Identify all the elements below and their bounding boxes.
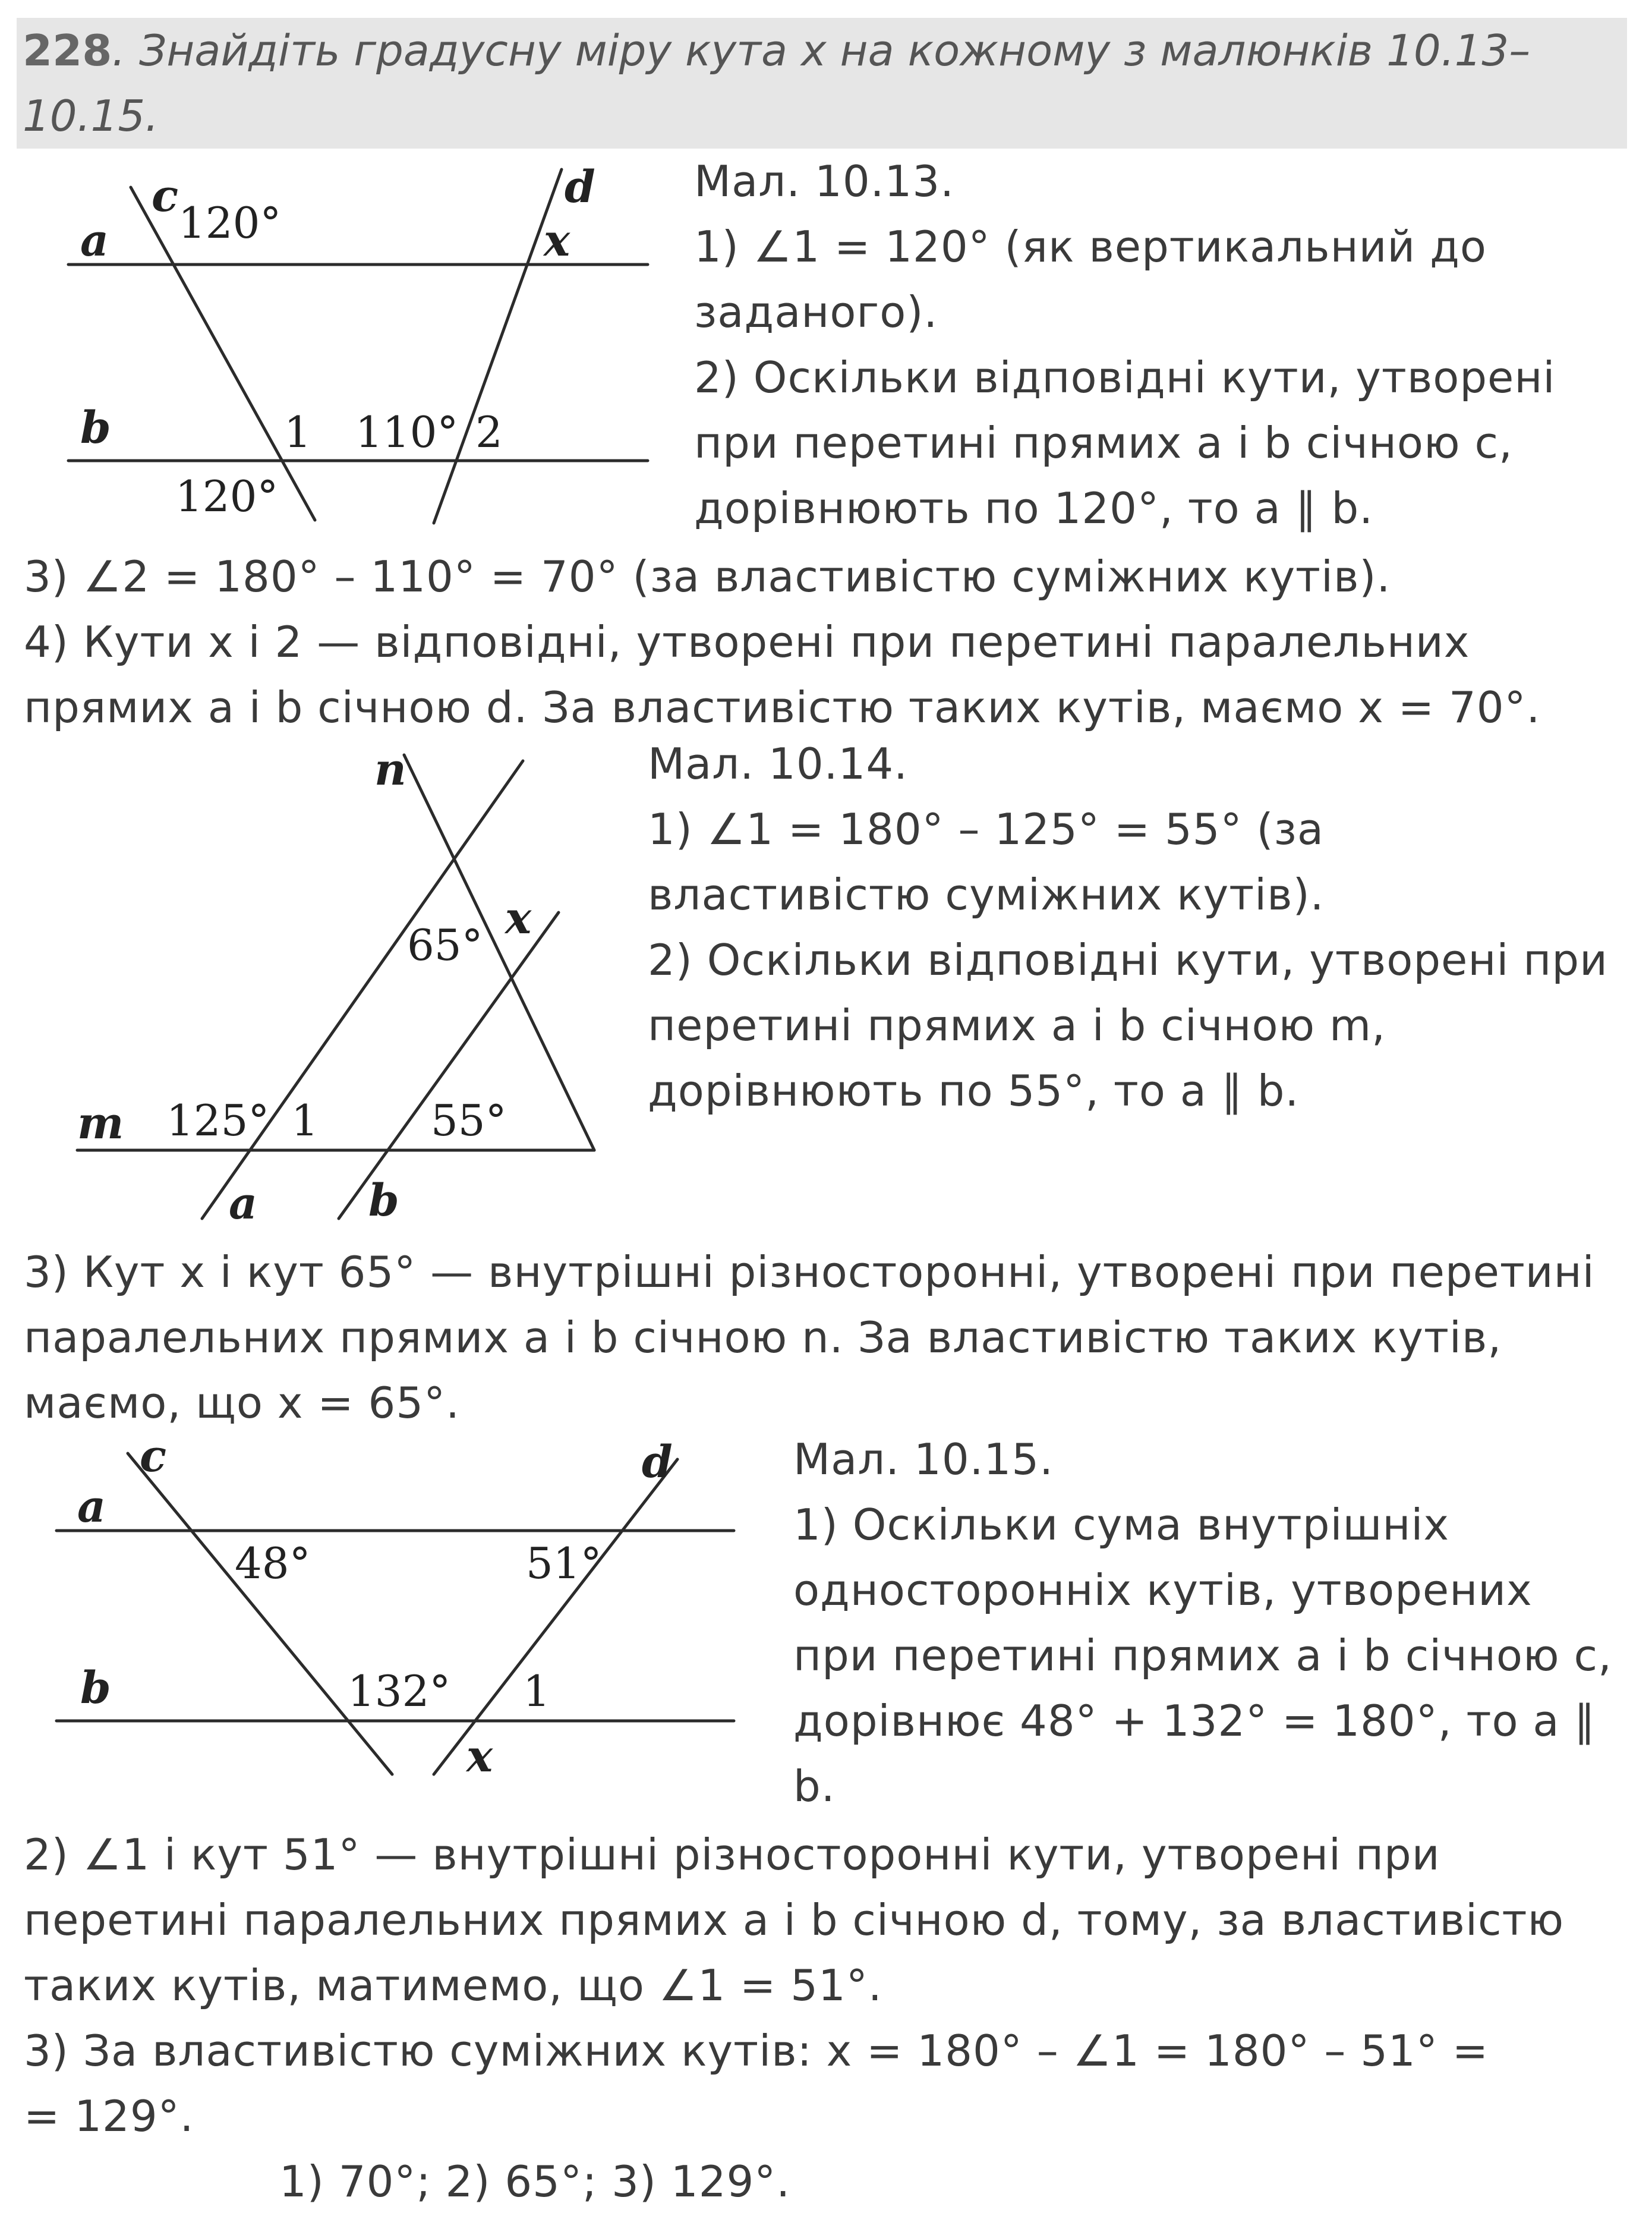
label-x: x bbox=[544, 215, 570, 266]
solution-line: маємо, що x = 65°. bbox=[24, 1378, 461, 1428]
angle-1: 1 bbox=[291, 1096, 319, 1145]
line-c bbox=[128, 1453, 392, 1774]
fig2-line: 1) ∠1 = 180° – 125° = 55° (за bbox=[648, 804, 1324, 854]
task-text-line1: . Знайдіть градусну міру кута x на кожному з малюнків 10.13– bbox=[112, 26, 1531, 75]
fig1-line: 1) ∠1 = 120° (як вертикальний до bbox=[694, 222, 1487, 272]
fig3-line: односторонніх кутів, утворених bbox=[793, 1565, 1533, 1615]
fig2-line: дорівнюють по 55°, то a ∥ b. bbox=[648, 1066, 1300, 1116]
label-x: x bbox=[466, 1731, 493, 1782]
angle-1: 1 bbox=[284, 407, 311, 457]
fig1-line: 2) Оскільки відповідні кути, утворені bbox=[694, 352, 1556, 402]
angle-120-top: 120° bbox=[178, 198, 282, 248]
solution-line: 4) Кути x і 2 — відповідні, утворені при перетині паралельних bbox=[24, 617, 1470, 667]
fig2-line: 2) Оскільки відповідні кути, утворені при bbox=[648, 935, 1608, 985]
fig3-line: 1) Оскільки сума внутрішніх bbox=[793, 1500, 1450, 1550]
fig3-line: при перетині прямих a і b січною c, bbox=[793, 1630, 1612, 1680]
fig1-line: дорівнюють по 120°, то a ∥ b. bbox=[694, 483, 1374, 533]
task-heading bbox=[17, 18, 1627, 149]
fig3-line: b. bbox=[793, 1761, 836, 1811]
solution-line: = 129°. bbox=[24, 2091, 194, 2141]
label-d: d bbox=[565, 162, 595, 213]
label-m: m bbox=[77, 1098, 124, 1149]
answer-line: 1) 70°; 2) 65°; 3) 129°. bbox=[279, 2157, 791, 2206]
fig2-line: перетині прямих a і b січною m, bbox=[648, 1000, 1386, 1050]
solution-line: 3) Кут x і кут 65° — внутрішні різносторонні, утворені при перетині bbox=[24, 1247, 1595, 1297]
angle-132: 132° bbox=[348, 1666, 451, 1716]
angle-1: 1 bbox=[523, 1666, 550, 1716]
solution-line: паралельних прямих a і b січною n. За властивістю таких кутів, bbox=[24, 1312, 1502, 1362]
angle-2: 2 bbox=[475, 407, 503, 457]
fig1-caption: Мал. 10.13. bbox=[694, 156, 955, 206]
line-d bbox=[434, 1459, 677, 1774]
angle-125: 125° bbox=[166, 1096, 270, 1145]
task-text-line2: 10.15. bbox=[23, 91, 159, 141]
label-n: n bbox=[374, 744, 406, 795]
line-d bbox=[434, 169, 562, 523]
fig1-line: заданого). bbox=[694, 287, 938, 337]
label-b: b bbox=[80, 1663, 111, 1714]
angle-48: 48° bbox=[235, 1538, 311, 1588]
solution-line: перетині паралельних прямих a і b січною d, тому, за властивістю bbox=[24, 1895, 1565, 1945]
solution-line: 3) ∠2 = 180° – 110° = 70° (за властивістю суміжних кутів). bbox=[24, 552, 1391, 602]
solution-line: 3) За властивістю суміжних кутів: x = 180° – ∠1 = 180° – 51° = bbox=[24, 2026, 1489, 2076]
fig2-line: властивістю суміжних кутів). bbox=[648, 870, 1325, 920]
figure-10-13 bbox=[0, 160, 666, 541]
solution-line: 2) ∠1 і кут 51° — внутрішні різносторонні кути, утворені при bbox=[24, 1830, 1440, 1880]
angle-65: 65° bbox=[407, 920, 483, 970]
solution-line: прямих a і b січною d. За властивістю таких кутів, маємо x = 70°. bbox=[24, 682, 1541, 732]
label-a: a bbox=[77, 1481, 106, 1532]
solution-line: таких кутів, матимемо, що ∠1 = 51°. bbox=[24, 1960, 882, 2010]
label-b: b bbox=[368, 1175, 399, 1226]
angle-55: 55° bbox=[431, 1096, 507, 1145]
label-d: d bbox=[642, 1437, 673, 1488]
label-c: c bbox=[140, 1433, 167, 1482]
task-number: 228 bbox=[23, 26, 112, 75]
figure-10-15 bbox=[36, 1433, 773, 1789]
fig1-line: при перетині прямих a і b січною c, bbox=[694, 418, 1513, 468]
figure-10-14 bbox=[59, 737, 630, 1248]
angle-110: 110° bbox=[355, 407, 459, 457]
label-a: a bbox=[229, 1178, 257, 1229]
label-c: c bbox=[152, 171, 179, 222]
fig3-caption: Мал. 10.15. bbox=[793, 1434, 1054, 1484]
angle-51: 51° bbox=[526, 1538, 602, 1588]
angle-120-bottom: 120° bbox=[175, 471, 279, 521]
fig2-caption: Мал. 10.14. bbox=[648, 739, 909, 789]
label-a: a bbox=[80, 215, 109, 266]
fig3-line: дорівнює 48° + 132° = 180°, то a ∥ bbox=[793, 1696, 1596, 1746]
label-x: x bbox=[505, 893, 532, 944]
label-b: b bbox=[80, 402, 111, 454]
